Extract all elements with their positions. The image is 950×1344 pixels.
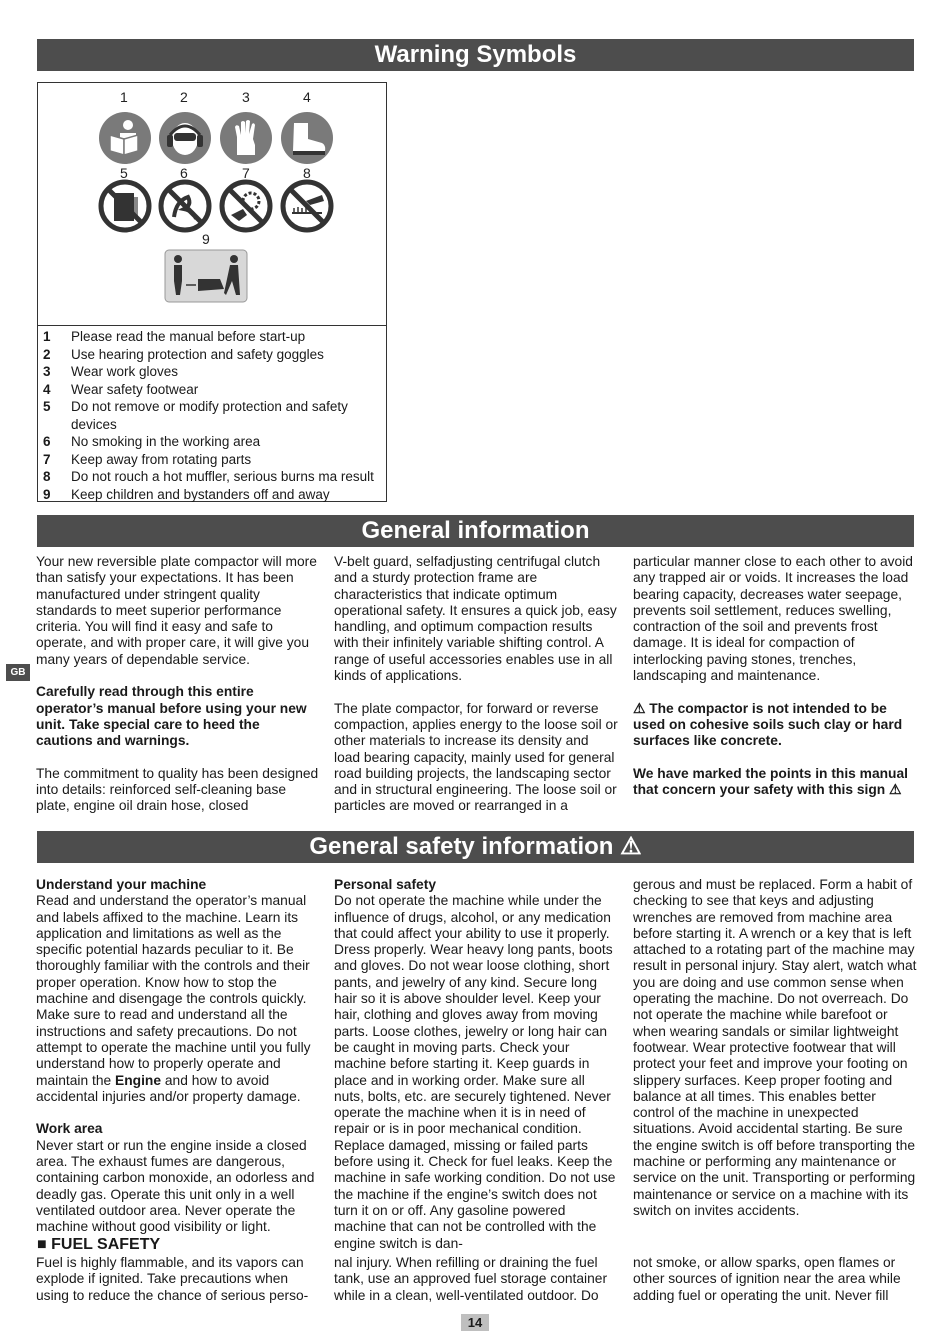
read-manual-icon — [98, 111, 152, 165]
symbol-number-3: 3 — [242, 89, 250, 105]
symbol-number-2: 2 — [180, 89, 188, 105]
legend-text: Wear work gloves — [71, 364, 179, 379]
legend-number: 8 — [43, 469, 51, 484]
symbol-number-7: 7 — [242, 165, 250, 181]
warning-symbols-header: Warning Symbols — [37, 39, 914, 71]
symbol-number-4: 4 — [303, 89, 311, 105]
legend-text: Wear safety footwear — [71, 381, 199, 397]
paragraph: Your new reversible plate compactor will more than satisfy your expectations. It has been manufactured under stringent quality standards to meet superior performance criteria. You will find it easy and safe to operate, and with proper care, it will give you many years of dependable service. — [36, 554, 317, 667]
legend-number: 6 — [43, 434, 51, 449]
safety-column-1 — [36, 877, 320, 1252]
legend-row — [43, 346, 383, 364]
legend-number: 4 — [43, 381, 51, 397]
general-info-column-1 — [36, 554, 320, 831]
paragraph: nal injury. When refilling or draining the fuel tank, use an approved fuel storage container while in a clean, well-ventilated outdoor. Do — [334, 1255, 608, 1303]
engine-term: Engine — [115, 1072, 162, 1088]
text: and how to avoid accidental injuries and/or property damage. — [36, 1072, 301, 1104]
legend-text: Do not rouch a hot muffler, serious burns ma result — [71, 469, 374, 484]
legend-row — [43, 328, 383, 346]
legend-number: 3 — [43, 364, 51, 379]
paragraph: particular manner close to each other to avoid any trapped air or voids. It increases the load bearing capacity, decreases water seepage, prevents soil settlement, reduces swelling, contraction of the soil and prevents frost damage. It is ideal for compaction of interlocking paving stones, trenches, landscaping and maintenance. — [633, 554, 913, 684]
language-tab-gb: GB — [6, 664, 30, 681]
symbol-grid — [38, 83, 386, 326]
symbol-number-9: 9 — [202, 231, 210, 247]
general-info-column-2 — [334, 554, 618, 831]
fuel-column-3 — [633, 1255, 917, 1320]
legend-number: 2 — [43, 346, 51, 362]
legend-row — [43, 363, 383, 381]
safety-column-3 — [633, 877, 917, 1236]
keep-bystanders-away-icon — [164, 249, 248, 303]
warning-symbols-box — [37, 82, 387, 502]
legend-row — [43, 486, 383, 504]
paragraph: Fuel is highly flammable, and its vapors can explode if ignited. Take precautions when using to reduce the chance of serious perso- — [36, 1255, 309, 1303]
no-hot-muffler-icon — [280, 179, 334, 233]
legend-row — [43, 451, 383, 469]
legend-number: 7 — [43, 451, 51, 467]
fuel-safety-title: ■ FUEL SAFETY — [37, 1236, 161, 1253]
paragraph — [36, 893, 320, 1105]
no-rotating-parts-icon — [219, 179, 273, 233]
general-info-column-3 — [633, 554, 917, 815]
paragraph: Never start or run the engine inside a closed area. The exhaust fumes are dangerous, containing carbon monoxide, an odorless and deadly gas. Operate this unit only in a well ventilated outdoor area. Never operate the machine without good visibility or light. — [36, 1137, 315, 1235]
section-title: Personal safety — [334, 877, 436, 892]
general-information-header: General information — [37, 515, 914, 547]
fuel-column-1 — [36, 1255, 320, 1320]
symbol-number-8: 8 — [303, 165, 311, 181]
legend-row — [43, 433, 383, 451]
paragraph: The plate compactor, for forward or reverse compaction, applies energy to the loose soil or other materials to increase its density and load bearing capacity, mainly used for general road building projects, the landscaping sector and in structural engineering. The loose soil or particles are moved or rearranged in a — [334, 700, 618, 814]
legend-row — [43, 468, 383, 486]
no-smoking-icon — [158, 179, 212, 233]
legend-row — [43, 381, 383, 399]
paragraph: ⚠ The compactor is not intended to be used on cohesive soils such clay or hard surfaces like concrete. — [633, 700, 903, 749]
symbol-number-5: 5 — [120, 165, 128, 181]
legend-number: 5 — [43, 399, 51, 414]
legend-text: Please read the manual before start-up — [71, 329, 306, 344]
symbol-legend — [43, 328, 383, 503]
symbol-number-1: 1 — [120, 89, 128, 105]
legend-text: Use hearing protection and safety goggles — [71, 346, 324, 362]
general-safety-header: General safety information ⚠ — [37, 831, 914, 863]
section-title: Work area — [36, 1121, 103, 1137]
no-remove-guard-icon — [98, 179, 152, 233]
legend-number: 9 — [43, 486, 51, 502]
paragraph: Do not operate the machine while under the influence of drugs, alcohol, or any medication that could affect your ability to use it properly. Dress properly. Wear heavy long pants, boots and gloves. Do not wear loose clothing, short pants, and jewelry of any kind. Secure long hair so it is above shoulder level. Keep your hair, clothing and gloves away from moving parts. Loose clothes, jewelry or long hair can be caught in moving parts. Check your machine before starting it. Keep guards in place and in working order. Make sure all nuts, bolts, etc. are securely tightened. Never operate the machine when it is in need of repair or is in poor mechanical condition. Replace damaged, missing or failed parts before using it. Check for fuel leaks. Keep the machine in safe working condition. Do not use the machine if the engine’s switch does not turn it on or off. Any gasoline powered machine that can not be controlled with the engine switch is dan- — [334, 893, 616, 1251]
paragraph: We have marked the points in this manual that concern your safety with this sign ⚠ — [633, 765, 908, 798]
paragraph: Carefully read through this entire operator’s manual before using your new unit. Take special care to heed the cautions and warnings. — [36, 684, 307, 749]
paragraph: V-belt guard, selfadjusting centrifugal clutch and a sturdy protection frame are characteristics that indicate optimum operational safety. It ensures a quick job, easy handling, and optimum compaction results with their infinitely variable shifting control. A range of useful accessories enables use in all kinds of applications. — [334, 554, 617, 684]
section-title: Understand your machine — [36, 877, 207, 892]
safety-column-2 — [334, 877, 618, 1268]
legend-number: 1 — [43, 329, 51, 344]
paragraph: not smoke, or allow sparks, open flames or other sources of ignition near the area while adding fuel or operating the unit. Never fill — [633, 1255, 901, 1303]
gloves-icon — [219, 111, 273, 165]
paragraph: gerous and must be replaced. Form a habit of checking to see that keys and adjusting wrenches are removed from machine area before starting it. A wrench or a key that is left attached to a rotating part of the machine may result in personal injury. Stay alert, watch what you are doing and use common sense when operating the machine. Do not overreach. Do not operate the machine while barefoot or when wearing sandals or similar lightweight footwear. Wear protective footwear that will protect your feet and improve your footing on slippery surfaces. Keep proper footing and balance at all times. This enables better control of the machine in unexpected situations. Avoid accidental starting. Be sure the engine switch is off before transporting the machine or performing any maintenance or service on the unit. Transporting or performing maintenance or service on a machine with its switch on invites accidents. — [633, 877, 917, 1218]
paragraph: The commitment to quality has been designed into details: reinforced self-cleaning base plate, engine oil drain hose, closed — [36, 765, 319, 814]
fuel-column-2 — [334, 1255, 618, 1320]
legend-text: Keep away from rotating parts — [71, 451, 252, 467]
legend-text: Keep children and bystanders off and away — [71, 486, 330, 502]
boot-icon — [280, 111, 334, 165]
page-number: 14 — [461, 1314, 489, 1331]
symbol-number-6: 6 — [180, 165, 188, 181]
legend-row — [43, 398, 383, 433]
text: Read and understand the operator’s manual and labels affixed to the machine. Learn its application and limitations as well as the specific potential hazards peculiar to it. Be thoroughly familiar with the controls and their proper operation. Know how to stop the machine and disengage the controls quickly. Make sure to read and understand all the instructions and safety precautions. Do not attempt to operate the machine until you fully understand how to properly operate and maintain the — [36, 893, 311, 1088]
legend-text: Do not remove or modify protection and safety devices — [71, 399, 348, 432]
legend-text: No smoking in the working area — [71, 434, 261, 449]
hearing-goggles-icon — [158, 111, 212, 165]
